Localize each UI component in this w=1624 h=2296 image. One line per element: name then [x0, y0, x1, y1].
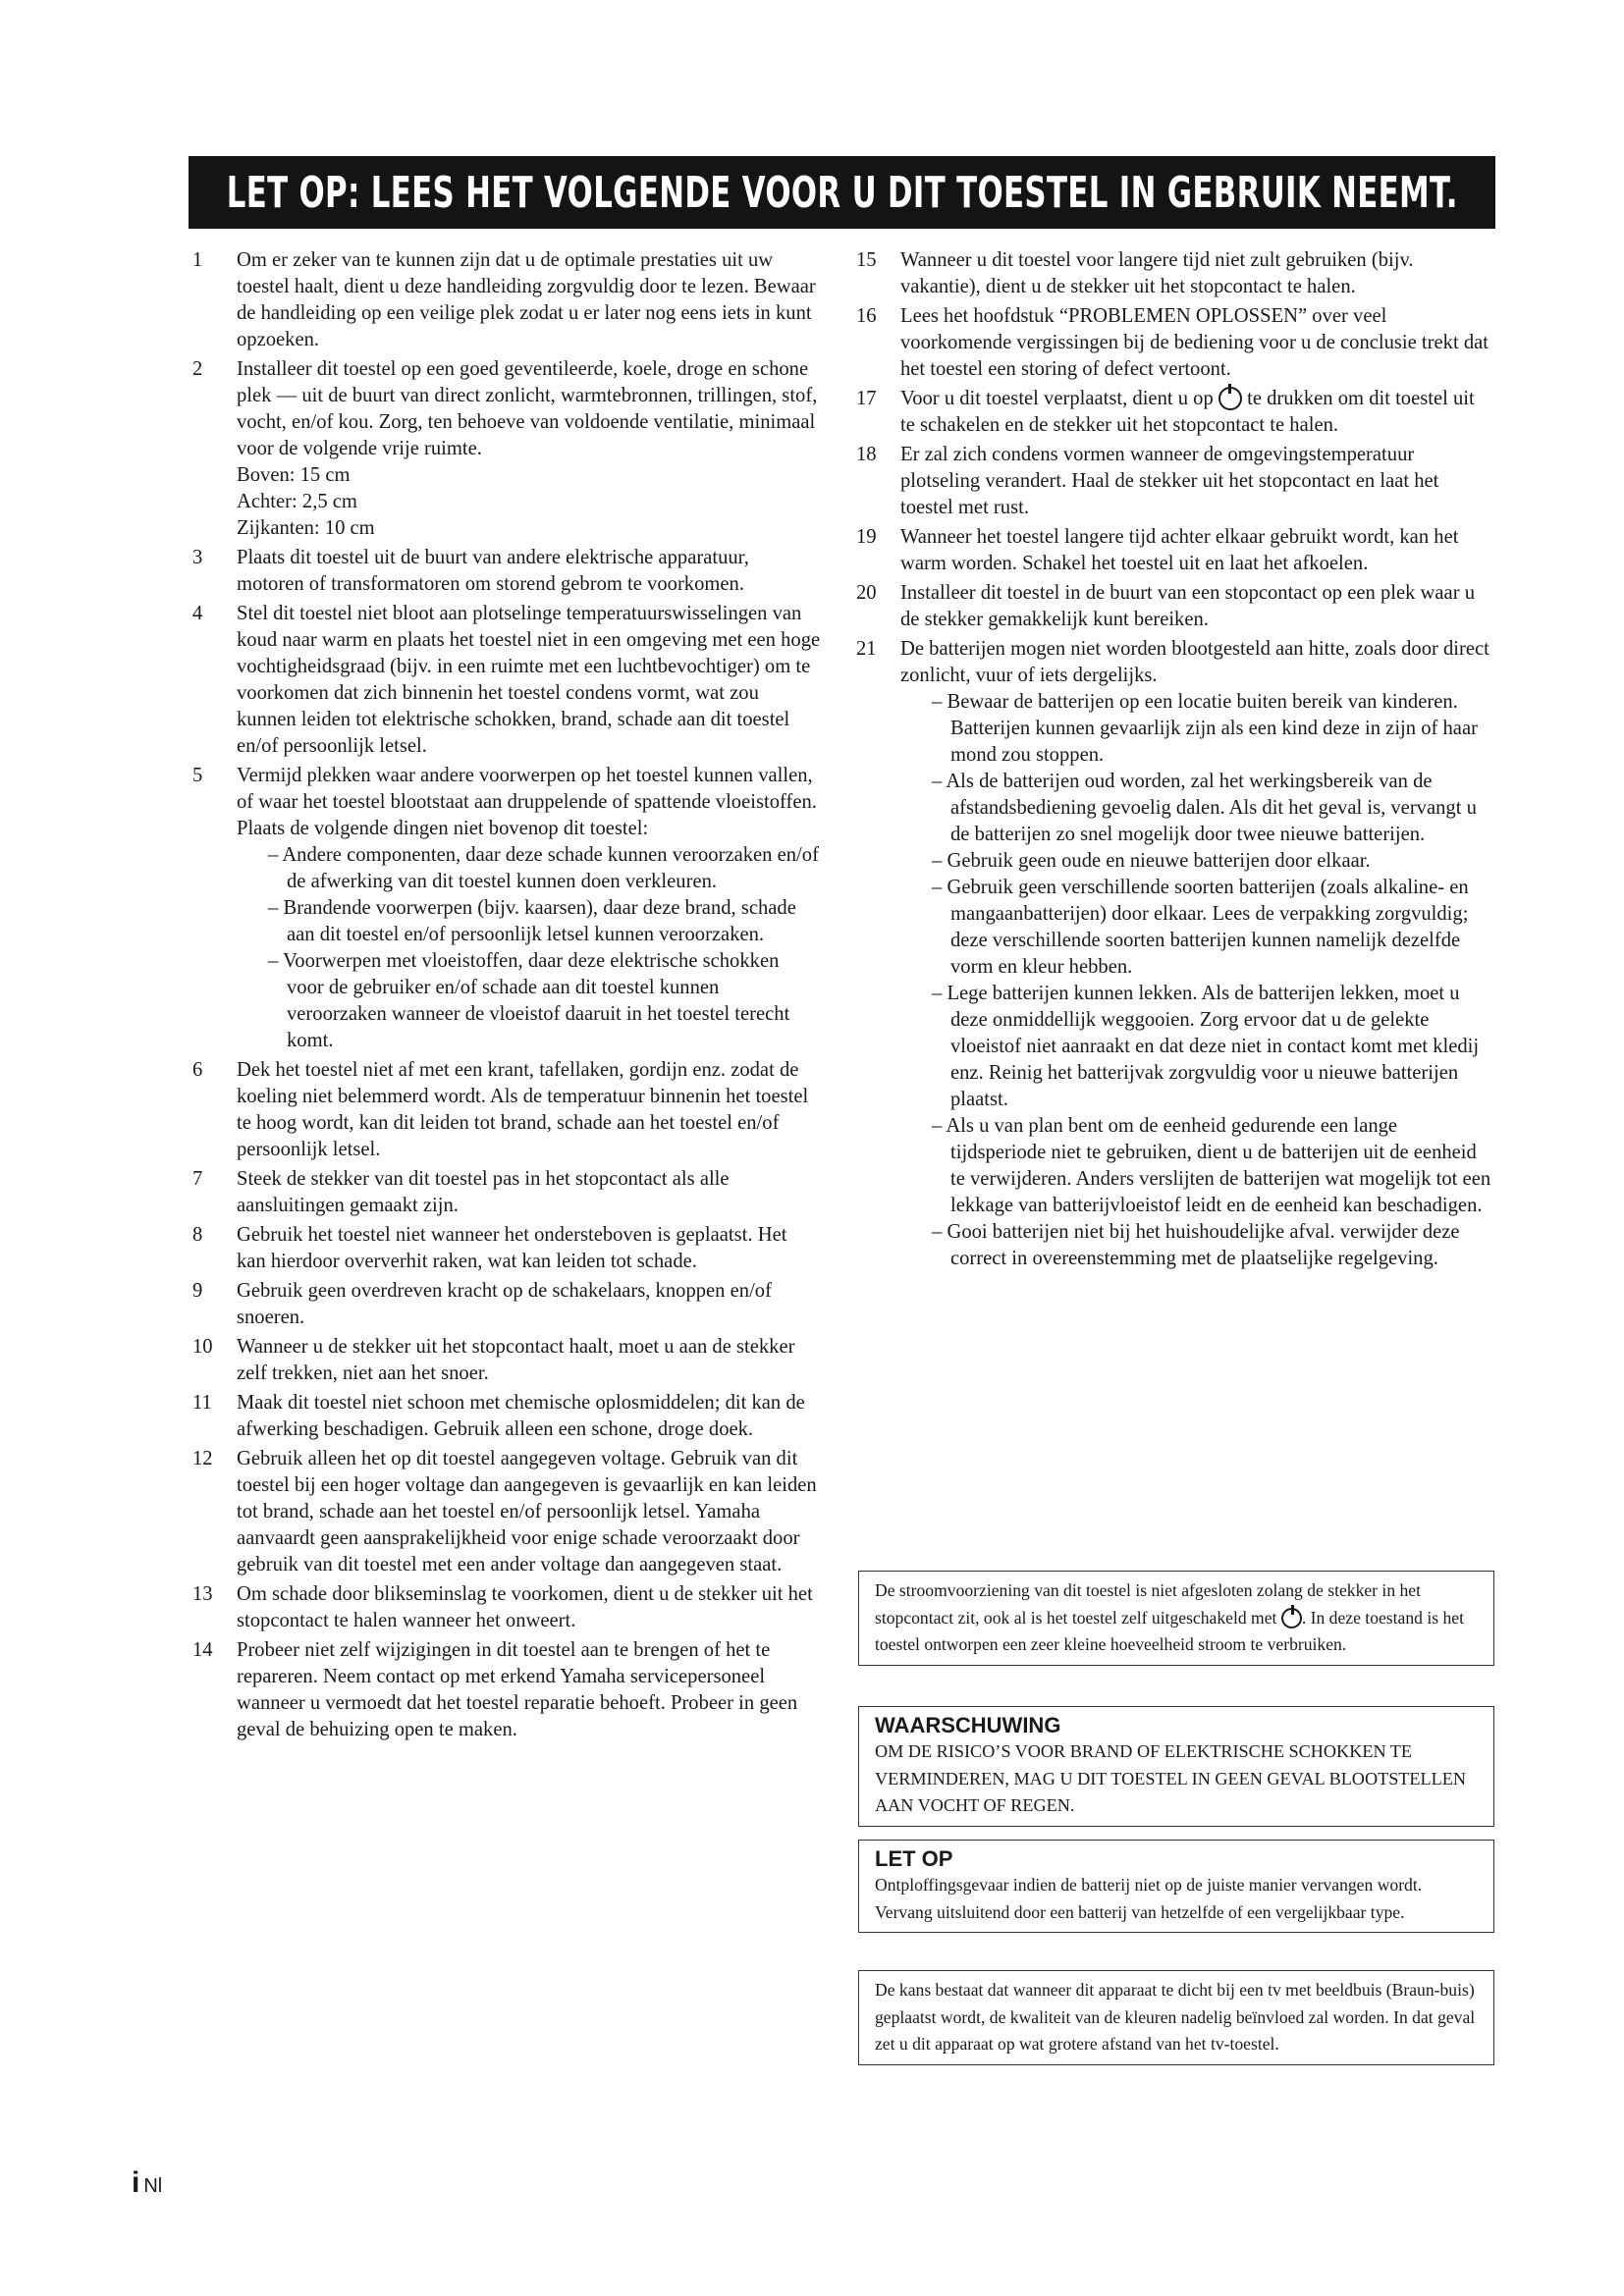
sub-item: – Andere componenten, daar deze schade kunnen veroorzaken en/of de afwerking van dit toestel kunnen doen verkleuren.: [268, 844, 819, 892]
list-item: 3 Plaats dit toestel uit de buurt van andere elektrische apparatuur, motoren of transformatoren om storend gebrom te voorkomen.: [192, 547, 749, 595]
sub-item: – Voorwerpen met vloeistoffen, daar deze elektrische schokken voor de gebruiker en/of schade aan dit toestel kunnen veroorzaken wanneer de vloeistof daaruit in het toestel terecht komt.: [268, 950, 790, 1051]
right-column: [856, 247, 1492, 1275]
sub-item: – Als de batterijen oud worden, zal het werkingsbereik van de afstandsbediening gevoelig dalen. Als dit het geval is, vervangt u de batterijen zo snel mogelijk door twee nieuwe batterijen.: [932, 771, 1477, 845]
tv-notice-box: [858, 1970, 1494, 2065]
power-standby-icon: [1218, 387, 1242, 410]
list-item: 14 Probeer niet zelf wijzigingen in dit toestel aan te brengen of het te repareren. Neem contact op met erkend Yamaha servicepersoneel wanneer u vermoedt dat het toestel reparatie behoeft. Probeer in geen geval de behuizing open te maken.: [192, 1639, 798, 1740]
list-item: 9 Gebruik geen overdreven kracht op de schakelaars, knoppen en/of snoeren.: [192, 1280, 772, 1328]
list-item: 1 Om er zeker van te kunnen zijn dat u de optimale prestaties uit uw toestel haalt, dient u deze handleiding zorgvuldig door te lezen. Bewaar de handleiding op een veilige plek zodat u er later nog eens iets in kunt opzoeken.: [192, 249, 816, 350]
caution-box: [858, 1840, 1494, 1933]
list-item: 2 Installeer dit toestel op een goed geventileerde, koele, droge en schone plek — uit de buurt van direct zonlicht, warmtebronnen, trillingen, stof, vocht, en/of kou. Zorg, ten behoeve van voldoende ventilatie, minimaal voor de volgende vrije ruimte. Boven: 15 cm Achter: 2,5 cm Zijkanten: 10 cm: [192, 356, 821, 542]
list-item: 4 Stel dit toestel niet bloot aan plotselinge temperatuurswisselingen van koud naar warm en plaats het toestel niet in een omgeving met een hoge vochtigheidsgraad (bijv. in een ruimte met een luchtbevochtiger) om te voorkomen dat zich binnenin het toestel condens vormt, wat zou kunnen leiden tot elektrische schokken, brand, schade aan dit toestel en/of persoonlijk letsel.: [192, 603, 821, 757]
sub-item: – Als u van plan bent om de eenheid gedurende een lange tijdsperiode niet te gebruiken, dient u de batterijen uit de eenheid te verwijderen. Anders verslijten de batterijen wat mogelijk tot een lekkage van batterijvloeistof leidt en de eenheid kan beschadigen.: [932, 1115, 1491, 1216]
list-item: 8 Gebruik het toestel niet wanneer het ondersteboven is geplaatst. Het kan hierdoor oververhit raken, wat kan leiden tot schade.: [192, 1224, 787, 1272]
sub-item: – Bewaar de batterijen op een locatie buiten bereik van kinderen. Batterijen kunnen gevaarlijk zijn als een kind deze in zijn of haar mond zou stoppen.: [932, 691, 1478, 766]
left-column: [192, 247, 821, 1746]
sub-item: – Gebruik geen verschillende soorten batterijen (zoals alkaline- en mangaanbatterijen) door elkaar. Lees de verpakking zorgvuldig; deze verschillende soorten batterijen kunnen namelijk dezelfde vorm en kleur hebben.: [932, 877, 1469, 978]
page-number: i: [132, 2166, 140, 2199]
list-item: 17 Voor u dit toestel verplaatst, dient u op te drukken om dit toestel uit te schakelen en de stekker uit het stopcontact te halen.: [856, 388, 1475, 436]
warning-text: OM DE RISICO’S VOOR BRAND OF ELEKTRISCHE SCHOKKEN TE VERMINDEREN, MAG U DIT TOESTEL IN GEEN GEVAL BLOOTSTELLEN AAN VOCHT OF REGEN.: [875, 1741, 1466, 1815]
list-item: 18 Er zal zich condens vormen wanneer de omgevingstemperatuur plotseling verandert. Haal de stekker uit het stopcontact en laat het toestel met rust.: [856, 444, 1439, 518]
page-footer: [132, 2166, 162, 2200]
list-item: 13 Om schade door blikseminslag te voorkomen, dient u de stekker uit het stopcontact te halen wanneer het onweert.: [192, 1583, 813, 1631]
caution-heading: LET OP: [875, 1846, 953, 1871]
list-item: 15 Wanneer u dit toestel voor langere tijd niet zult gebruiken (bijv. vakantie), dient u de stekker uit het stopcontact te halen.: [856, 249, 1414, 297]
power-notice-box: De stroomvoorziening van dit toestel is niet afgesloten zolang de stekker in het stopcontact zit, ook al is het toestel zelf uitgeschakeld met . In deze toestand is het toestel ontworpen een zeer kleine hoeveelheid stroom te verbruiken.: [858, 1571, 1494, 1666]
list-item: 6 Dek het toestel niet af met een krant, tafellaken, gordijn enz. zodat de koeling niet belemmerd wordt. Als de temperatuur binnenin het toestel te hoog wordt, kan dit leiden tot brand, schade aan het toestel en/of persoonlijk letsel.: [192, 1059, 809, 1160]
list-item: 5 Vermijd plekken waar andere voorwerpen op het toestel kunnen vallen, of waar het toestel blootstaat aan druppelende of spattende vloeistoffen. Plaats de volgende dingen niet bovenop dit toestel: – Andere componenten, daar deze schade kunnen veroorzaken en/of de afwerking van dit toestel kunnen doen verkleuren. – Brandende voorwerpen (bijv. kaarsen), daar deze brand, schade aan dit toestel en/of persoonlijk letsel kunnen veroorzaken. – Voorwerpen met vloeistoffen, daar deze elektrische schokken voor de gebruiker en/of schade aan dit toestel kunnen veroorzaken wanneer de vloeistof daaruit in het toestel terecht komt.: [192, 763, 821, 1054]
list-item: 20 Installeer dit toestel in de buurt van een stopcontact op een plek waar u de stekker gemakkelijk kunt bereiken.: [856, 582, 1476, 630]
sub-item: – Lege batterijen kunnen lekken. Als de batterijen lekken, moet u deze onmiddellijk weggooien. Zorg ervoor dat u de gelekte vloeistof niet aanraakt en dat deze niet in contact komt met kledij enz. Reinig het batterijvak zorgvuldig voor u nieuwe batterijen plaatst.: [932, 983, 1480, 1110]
power-standby-icon: [1281, 1608, 1302, 1629]
warning-box: [858, 1706, 1494, 1827]
page-banner: [189, 156, 1495, 229]
tv-notice-text: De kans bestaat dat wanneer dit apparaat te dicht bij een tv met beeldbuis (Braun-buis) geplaatst wordt, de kwaliteit van de kleuren nadelig beïnvloed zal worden. In dat geval zet u dit apparaat op wat grotere afstand van het tv-toestel.: [875, 1980, 1476, 2054]
clearance-line: Zijkanten: 10 cm: [237, 517, 375, 539]
sub-item: – Gooi batterijen niet bij het huishoudelijke afval. verwijder deze correct in overeenstemming met de plaatselijke regelgeving.: [932, 1221, 1460, 1269]
caution-text: Ontploffingsgevaar indien de batterij niet op de juiste manier vervangen wordt. Vervang uitsluitend door een batterij van hetzelfde of een vergelijkbaar type.: [875, 1875, 1423, 1922]
list-item: 11 Maak dit toestel niet schoon met chemische oplosmiddelen; dit kan de afwerking beschadigen. Gebruik alleen een schone, droge doek.: [192, 1392, 805, 1440]
sub-item: – Gebruik geen oude en nieuwe batterijen door elkaar.: [932, 850, 1371, 872]
warning-heading: WAARSCHUWING: [875, 1713, 1061, 1737]
clearance-line: Boven: 15 cm: [237, 464, 351, 486]
language-code: Nl: [143, 2175, 163, 2197]
list-item: 7 Steek de stekker van dit toestel pas in het stopcontact als alle aansluitingen gemaakt zijn.: [192, 1168, 730, 1216]
sub-item: – Brandende voorwerpen (bijv. kaarsen), daar deze brand, schade aan dit toestel en/of persoonlijk letsel kunnen veroorzaken.: [268, 897, 796, 945]
list-item: 10 Wanneer u de stekker uit het stopcontact haalt, moet u aan de stekker zelf trekken, niet aan het snoer.: [192, 1336, 795, 1384]
list-item: 21 De batterijen mogen niet worden blootgesteld aan hitte, zoals door direct zonlicht, vuur of iets dergelijks. – Bewaar de batterijen op een locatie buiten bereik van kinderen. Batterijen kunnen gevaarlijk zijn als een kind deze in zijn of haar mond zou stoppen. – Als de batterijen oud worden, zal het werkingsbereik van de afstandsbediening gevoelig dalen. Als dit het geval is, vervangt u de batterijen zo snel mogelijk door twee nieuwe batterijen. – Gebruik geen oude en nieuwe batterijen door elkaar. – Gebruik geen verschillende soorten batterijen (zoals alkaline- en mangaanbatterijen) door elkaar. Lees de verpakking zorgvuldig; deze verschillende soorten batterijen kunnen namelijk dezelfde vorm en kleur hebben. – Lege batterijen kunnen lekken. Als de batterijen lekken, moet u deze onmiddellijk weggooien. Zorg ervoor dat u de gelekte vloeistof niet aanraakt en dat deze niet in contact komt met kledij enz. Reinig het batterijvak zorgvuldig voor u nieuwe batterijen plaatst. – Als u van plan bent om de eenheid gedurende een lange tijdsperiode niet te gebruiken, dient u de batterijen uit de eenheid te verwijderen. Anders verslijten de batterijen wat mogelijk tot een lekkage van batterijvloeistof leidt en de eenheid kan beschadigen. – Gooi batterijen niet bij het huishoudelijke afval. verwijder deze correct in overeenstemming met de plaatselijke regelgeving.: [856, 636, 1492, 1272]
page-title: LET OP: LEES HET VOLGENDE VOOR U DIT TOESTEL IN GEBRUIK NEEMT.: [226, 167, 1458, 218]
list-item: 16 Lees het hoofdstuk “PROBLEMEN OPLOSSEN” over veel voorkomende vergissingen bij de bediening voor u de conclusie trekt dat het toestel een storing of defect vertoont.: [856, 305, 1489, 380]
list-item: 12 Gebruik alleen het op dit toestel aangegeven voltage. Gebruik van dit toestel bij een hoger voltage dan aangegeven is gevaarlijk en kan leiden tot brand, schade aan het toestel en/of persoonlijk letsel. Yamaha aanvaardt geen aansprakelijkheid voor enige schade veroorzaakt door gebruik van dit toestel met een ander voltage dan aangegeven staat.: [192, 1448, 817, 1575]
clearance-line: Achter: 2,5 cm: [237, 491, 357, 512]
list-item: 19 Wanneer het toestel langere tijd achter elkaar gebruikt wordt, kan het warm worden. Schakel het toestel uit en laat het afkoelen.: [856, 526, 1459, 574]
